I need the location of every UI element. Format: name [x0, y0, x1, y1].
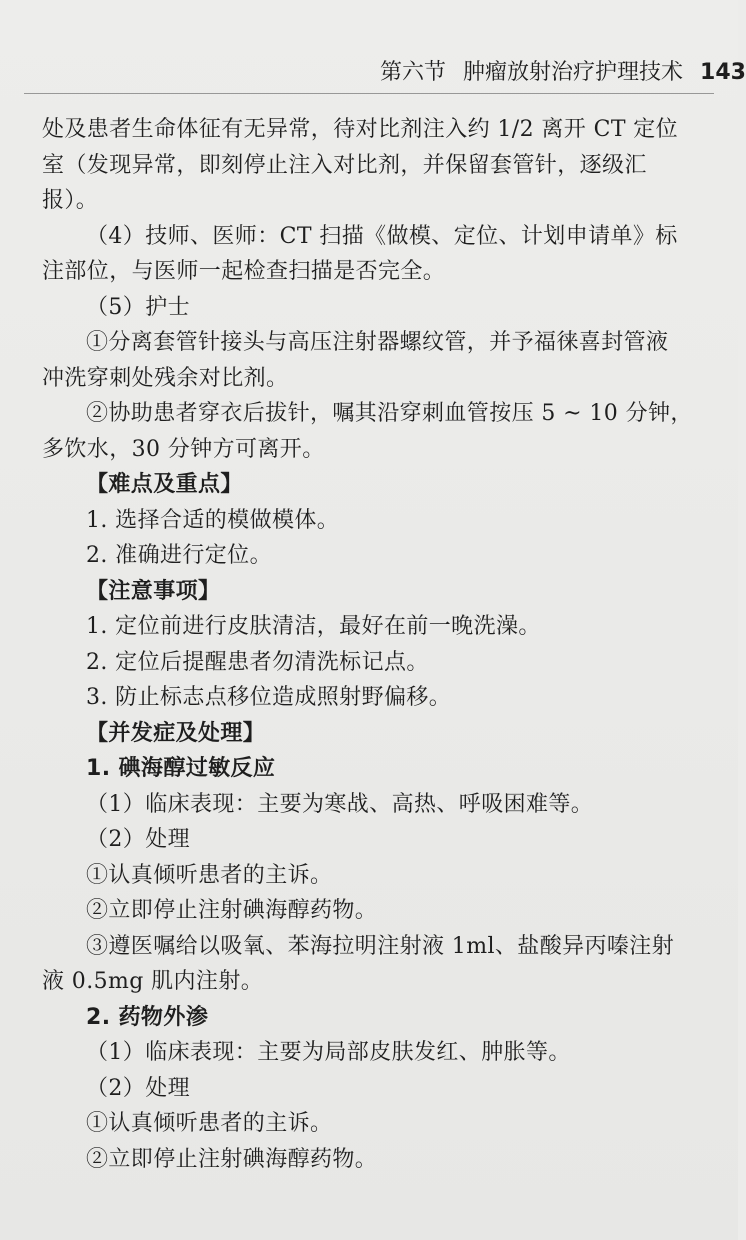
list-item: 2. 定位后提醒患者勿清洗标记点。 [86, 649, 429, 675]
paragraph-line: 报）。 [42, 188, 99, 213]
paragraph-line: 处及患者生命体征有无异常，待对比剂注入约 1/2 离开 CT 定位 [42, 117, 679, 142]
list-item: ①认真倾听患者的主诉。 [86, 1111, 333, 1136]
list-item: （1）临床表现：主要为局部皮肤发红、肿胀等。 [86, 1040, 571, 1065]
list-item: （1）临床表现：主要为寒战、高热、呼吸困难等。 [86, 791, 594, 817]
paragraph-line: 注部位，与医师一起检查扫描是否完全。 [42, 259, 446, 284]
paragraph-line: ②协助患者穿衣后拔针，嘱其沿穿刺血管按压 5 ~ 10 分钟， [86, 401, 693, 426]
list-item: ③遵医嘱给以吸氧、苯海拉明注射液 1ml、盐酸异丙嗪注射 [86, 933, 675, 959]
subsection-title: 1. 碘海醇过敏反应 [86, 756, 276, 781]
list-item: 1. 选择合适的模做模体。 [86, 507, 340, 533]
paragraph-line: 液 0.5mg 肌内注射。 [42, 969, 264, 994]
list-item: （2）处理 [86, 1075, 190, 1101]
section-title: 【难点及重点】 [86, 472, 243, 497]
subsection-title: 2. 药物外渗 [86, 1004, 209, 1030]
paragraph-line: （5）护士 [86, 294, 190, 320]
list-item: 2. 准确进行定位。 [86, 543, 272, 568]
header-section: 第六节 [380, 60, 447, 85]
paragraph-line: 冲洗穿刺处残余对比剂。 [42, 365, 289, 391]
header-rule [24, 93, 714, 94]
list-item: ②立即停止注射碘海醇药物。 [86, 1146, 378, 1172]
running-header [380, 58, 746, 88]
paragraph-line: 多饮水，30 分钟方可离开。 [42, 436, 325, 462]
body-text [42, 112, 693, 1177]
paragraph-line: ①分离套管针接头与高压注射器螺纹管，并予福徕喜封管液 [86, 330, 669, 355]
paragraph-line: （4）技师、医师：CT 扫描《做模、定位、计划申请单》标 [86, 223, 678, 249]
page-number: 143 [700, 60, 746, 85]
list-item: 3. 防止标志点移位造成照射野偏移。 [86, 685, 452, 710]
section-title: 【并发症及处理】 [86, 720, 266, 746]
list-item: 1. 定位前进行皮肤清洁，最好在前一晚洗澡。 [86, 614, 541, 639]
list-item: （2）处理 [86, 827, 190, 852]
header-chapter: 肿瘤放射治疗护理技术 [463, 60, 684, 85]
section-title: 【注意事项】 [86, 578, 221, 604]
paragraph-line: 室（发现异常，即刻停止注入对比剂，并保留套管针，逐级汇 [42, 152, 647, 178]
list-item: ②立即停止注射碘海醇药物。 [86, 898, 378, 923]
list-item: ①认真倾听患者的主诉。 [86, 862, 333, 888]
